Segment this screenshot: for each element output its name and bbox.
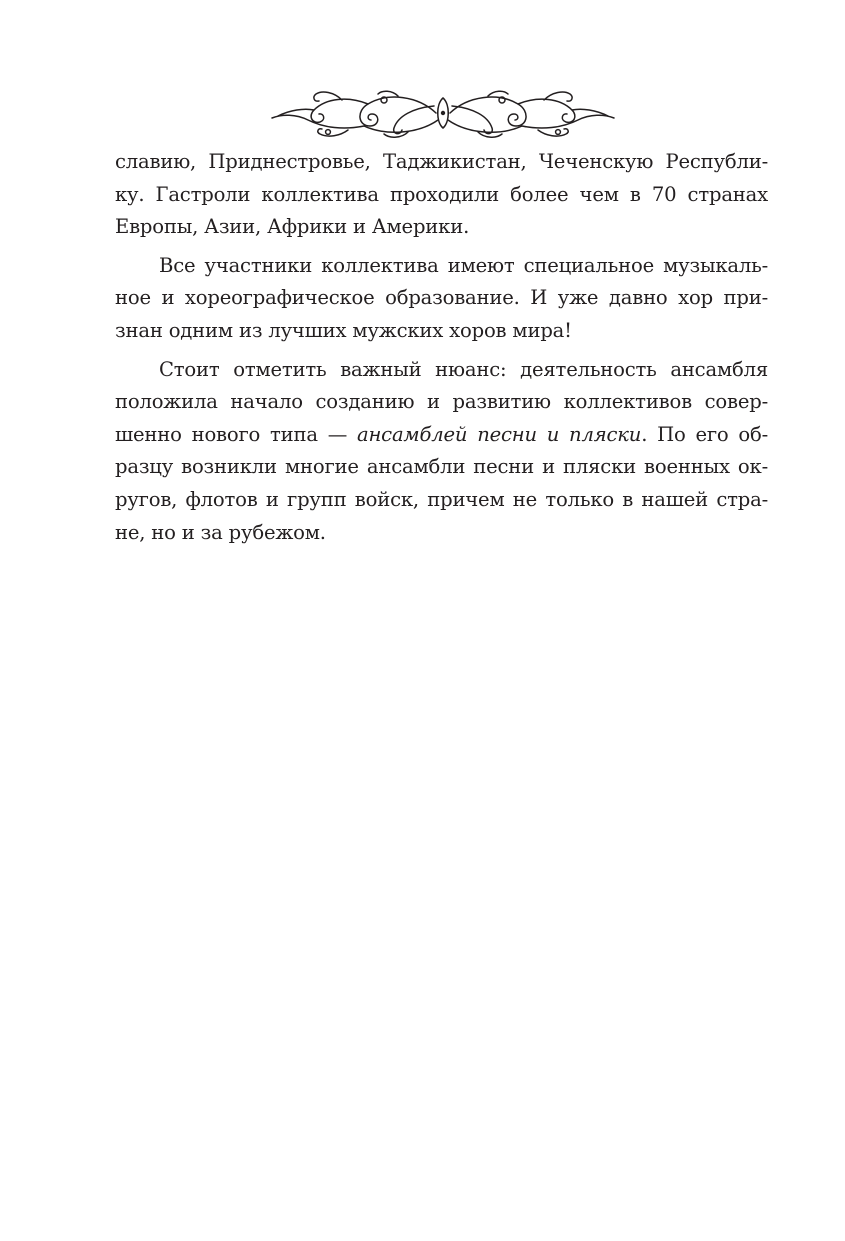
italic-phrase: ансамблей песни и пляски — [356, 422, 642, 446]
paragraph-1 — [115, 146, 768, 244]
text-segment: . По его об- — [641, 422, 768, 446]
text-line: ругов, флотов и групп войск, причем не только в нашей стра- — [115, 487, 768, 511]
page-body-text — [115, 146, 768, 549]
text-line-with-italic — [115, 419, 768, 452]
text-line: ное и хореографическое образование. И уже давно хор при- — [115, 286, 768, 310]
text-line: Стоит отметить важный нюанс: деятельность ансамбля — [159, 357, 768, 381]
text-line: ку. Гастроли коллектива проходили более чем в 70 странах — [115, 182, 768, 206]
text-line: Все участники коллектива имеют специальное музыкаль- — [159, 253, 768, 277]
text-segment: шенно нового типа — — [115, 422, 357, 446]
paragraph-3 — [115, 354, 768, 550]
text-line: не, но и за рубежом. — [115, 520, 326, 544]
text-line: разцу возникли многие ансамбли песни и пляски военных ок- — [115, 455, 768, 479]
text-line: славию, Приднестровье, Таджикистан, Чеченскую Республи- — [115, 150, 768, 173]
text-line: знан одним из лучших мужских хоров мира! — [115, 318, 572, 342]
text-line: Европы, Азии, Африки и Америки. — [115, 215, 470, 239]
paragraph-2 — [115, 250, 768, 348]
scroll-flourish-ornament-icon — [268, 84, 618, 142]
text-line: положила начало созданию и развитию коллективов совер- — [115, 390, 768, 414]
